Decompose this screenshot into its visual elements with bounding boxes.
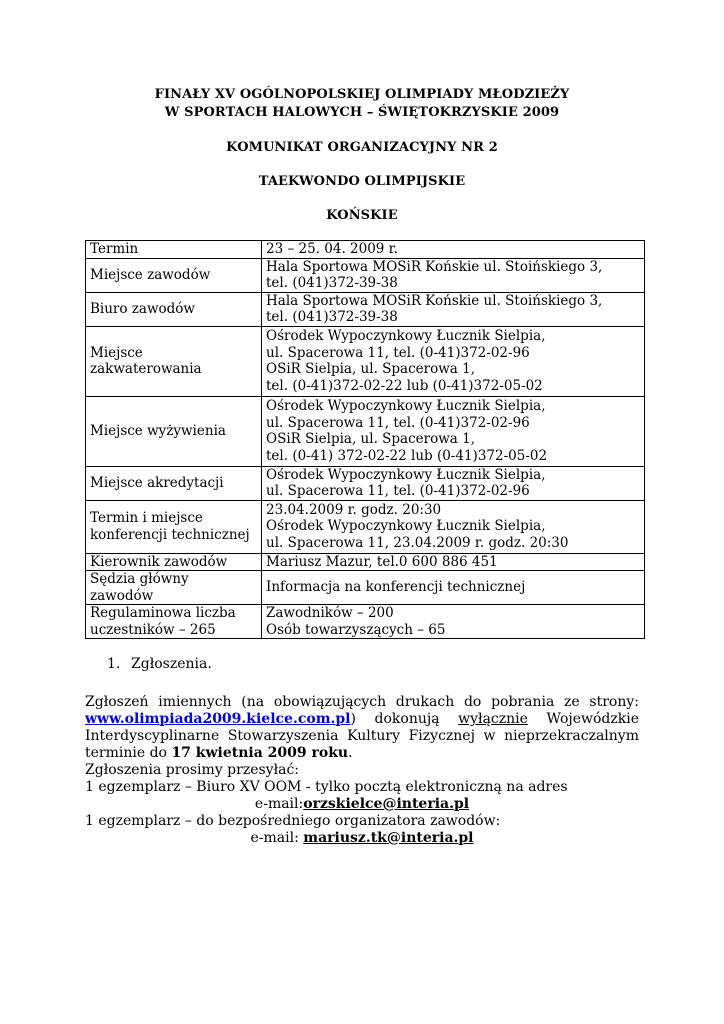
row-value-line: tel. (041)372-39-38 <box>266 309 398 325</box>
row-value-line: tel. (0-41)372-02-22 lub (0-41)372-05-02 <box>266 377 543 394</box>
row-label-line: uczestników – 265 <box>90 621 216 638</box>
row-value <box>262 500 645 553</box>
row-value-line: ul. Spacerowa 11, tel. (0-41)372-02-96 <box>266 344 530 361</box>
copy-2-text: 1 egzemplarz – do bezpośredniego organizatora zawodów: <box>85 813 501 829</box>
email-prefix: e-mail: <box>250 830 299 846</box>
row-label <box>86 571 262 605</box>
row-value <box>262 571 645 605</box>
row-value-line: Informacja na konferencji technicznej <box>266 579 526 596</box>
row-label-line: Miejsce wyżywienia <box>90 422 226 439</box>
send-prompt: Zgłoszenia prosimy przesyłać: <box>85 762 300 778</box>
table-row <box>86 326 645 396</box>
row-label <box>86 500 262 553</box>
paragraph-text: terminie do <box>85 745 167 761</box>
email-1-line <box>85 796 639 813</box>
row-value-line: Hala Sportowa MOSiR Końskie ul. Stoińskiego 3, <box>266 292 603 309</box>
row-value-line: Hala Sportowa MOSiR Końskie ul. Stoińskiego 3, <box>266 258 603 275</box>
paragraph-line-2 <box>85 711 639 728</box>
row-label-line: Sędzia główny <box>90 571 189 587</box>
table-row <box>86 500 645 553</box>
row-label <box>86 241 262 259</box>
row-value-line: ul. Spacerowa 11, tel. (0-41)372-02-96 <box>266 483 530 499</box>
row-label <box>86 292 262 326</box>
row-label-line: Regulaminowa liczba <box>90 605 236 621</box>
row-value <box>262 396 645 466</box>
paragraph-text: Zgłoszeń imiennych (na obowiązujących drukach do pobrania ze strony: <box>85 694 639 710</box>
email-2-link[interactable]: mariusz.tk@interia.pl <box>303 830 474 846</box>
row-value <box>262 466 645 500</box>
row-label-line: konferencji technicznej <box>90 526 250 543</box>
section-title: Zgłoszenia. <box>131 656 212 672</box>
row-value-line: 23.04.2009 r. godz. 20:30 <box>266 501 442 518</box>
section-heading <box>107 656 212 673</box>
paragraph-text: ) dokonują <box>350 711 440 727</box>
communique-title: KOMUNIKAT ORGANIZACYJNY NR 2 <box>226 140 498 155</box>
row-value <box>262 553 645 571</box>
table-row <box>86 605 645 639</box>
table-row <box>86 571 645 605</box>
paragraph-text: . <box>348 745 353 761</box>
title-line-2: W SPORTACH HALOWYCH – ŚWIĘTOKRZYSKIE 2009 <box>164 105 560 120</box>
paragraph-line-1 <box>85 694 639 711</box>
row-label-line: Miejsce zawodów <box>90 266 211 283</box>
table-row <box>86 258 645 292</box>
city-title: KOŃSKIE <box>326 208 398 223</box>
row-value-line: 23 – 25. 04. 2009 r. <box>266 241 398 257</box>
paragraph-line-4 <box>85 745 639 762</box>
paragraph-text: Wojewódzkie <box>546 711 639 727</box>
table-row <box>86 466 645 500</box>
paragraph-line-3 <box>85 728 639 745</box>
paragraph-text: Interdyscyplinarne Stowarzyszenia Kultury Fizycznej w nieprzekraczalnym <box>85 728 639 744</box>
title-line-1: FINAŁY XV OGÓLNOPOLSKIEJ OLIMPIADY MŁODZIEŻY <box>154 87 570 102</box>
table-row <box>86 241 645 259</box>
deadline-date: 17 kwietnia 2009 roku <box>171 745 349 761</box>
row-value-line: Ośrodek Wypoczynkowy Łucznik Sielpia, <box>266 466 546 483</box>
underlined-word: wyłącznie <box>458 711 528 727</box>
sport-title: TAEKWONDO OLIMPIJSKIE <box>258 174 466 189</box>
row-value <box>262 292 645 326</box>
row-label-line: Termin i miejsce <box>90 510 203 526</box>
row-value-line: tel. (0-41) 372-02-22 lub (0-41)372-05-02 <box>266 447 548 464</box>
row-label <box>86 326 262 396</box>
row-value-line: ul. Spacerowa 11, 23.04.2009 r. godz. 20:30 <box>266 534 569 551</box>
row-label <box>86 605 262 639</box>
row-value <box>262 258 645 292</box>
row-label-line: zakwaterowania <box>90 361 202 377</box>
row-value-line: Ośrodek Wypoczynkowy Łucznik Sielpia, <box>266 398 546 414</box>
event-info-table <box>85 240 645 639</box>
table-row <box>86 396 645 466</box>
copy-1-text: 1 egzemplarz – Biuro XV OOM - tylko pocztą elektroniczną na adres <box>85 779 568 795</box>
row-label-line: Miejsce akredytacji <box>90 474 224 491</box>
row-value-line: Ośrodek Wypoczynkowy Łucznik Sielpia, <box>266 518 546 535</box>
email-1-link[interactable]: orzskielce@interia.pl <box>303 796 470 812</box>
row-value-line: Ośrodek Wypoczynkowy Łucznik Sielpia, <box>266 328 546 344</box>
row-label <box>86 396 262 466</box>
row-value <box>262 605 645 639</box>
row-value-line: Mariusz Mazur, tel.0 600 886 451 <box>266 553 498 570</box>
row-value-line: Zawodników – 200 <box>266 605 394 621</box>
row-value-line: OSiR Sielpia, ul. Spacerowa 1, <box>266 361 475 377</box>
row-value <box>262 241 645 259</box>
row-value-line: OSiR Sielpia, ul. Spacerowa 1, <box>266 431 475 447</box>
row-label <box>86 258 262 292</box>
row-label <box>86 466 262 500</box>
row-label-line: Kierownik zawodów <box>90 553 228 570</box>
row-label-line: Biuro zawodów <box>90 300 195 317</box>
table-row <box>86 553 645 571</box>
row-label-line: Termin <box>90 241 139 257</box>
row-value-line: tel. (041)372-39-38 <box>266 275 398 291</box>
email-prefix: e-mail: <box>254 796 304 812</box>
olimpiada-website-link[interactable]: www.olimpiada2009.kielce.com.pl <box>85 711 351 727</box>
row-label <box>86 553 262 571</box>
section-number: 1. <box>107 656 121 672</box>
row-value <box>262 326 645 396</box>
email-2-line <box>85 830 639 847</box>
table-row <box>86 292 645 326</box>
row-label-line: Miejsce <box>90 344 143 361</box>
row-value-line: Osób towarzyszących – 65 <box>266 621 446 638</box>
row-value-line: ul. Spacerowa 11, tel. (0-41)372-02-96 <box>266 414 530 431</box>
row-label-line: zawodów <box>90 587 154 604</box>
